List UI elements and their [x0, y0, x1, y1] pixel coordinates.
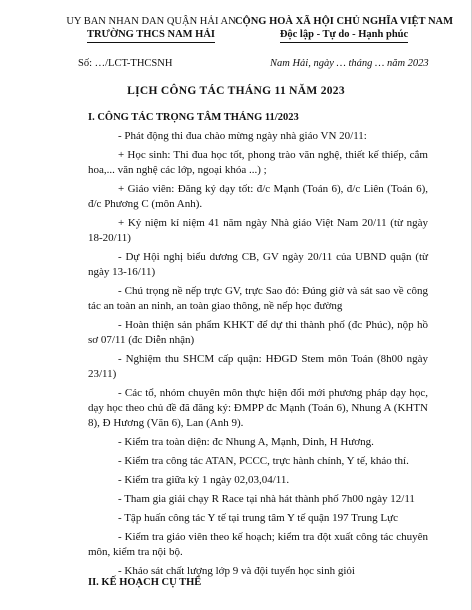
list-item: + Kỷ niệm kỉ niệm 41 năm ngày Nhà giáo Việt Nam 20/11 (từ ngày 18-20/11) — [88, 217, 428, 244]
issuer-authority: UY BAN NHAN DAN QUẬN HẢI AN — [66, 16, 236, 27]
list-item: - Kiểm tra giáo viên theo kế hoạch; kiểm tra đột xuất công tác chuyên môn, kiểm tra nội bộ. — [88, 531, 428, 558]
issuer-block — [56, 15, 246, 43]
list-item: - Phát động thi đua chào mừng ngày nhà giáo VN 20/11: — [118, 130, 367, 142]
list-item: - Kiểm tra toàn diện: đc Nhung A, Mạnh, Dinh, H Hương. — [118, 436, 374, 448]
motto-text: Độc lập - Tự do - Hạnh phúc — [280, 28, 408, 43]
document-number: Số: …/LCT-THCSNH — [78, 58, 173, 69]
issuer-school — [56, 28, 246, 43]
list-item: - Tham gia giải chạy R Race tại nhà hát thành phố 7h00 ngày 12/11 — [118, 493, 415, 505]
list-item: + Học sinh: Thi đua học tốt, phong trào văn nghệ, thiết kế thiếp, cắm hoa,... văn nghệ các lớp, ngoại khóa ...) ; — [88, 149, 428, 176]
place-date: Nam Hải, ngày … tháng … năm 2023 — [270, 58, 429, 69]
issuer-school-text: TRƯỜNG THCS NAM HẢI — [87, 28, 215, 43]
national-motto-block — [224, 15, 464, 43]
list-item: - Nghiệm thu SHCM cấp quận: HĐGD Stem môn Toán (8h00 ngày 23/11) — [88, 353, 428, 380]
section-heading: I. CÔNG TÁC TRỌNG TÂM THÁNG 11/2023 — [88, 112, 299, 123]
document-body — [88, 110, 428, 583]
motto — [224, 28, 464, 43]
list-item: + Giáo viên: Đăng ký dạy tốt: đ/c Mạnh (Toán 6), đ/c Liên (Toán 6), đ/c Phương C (môn Anh). — [88, 183, 428, 210]
list-item: - Kiểm tra giữa kỳ 1 ngày 02,03,04/11. — [118, 474, 290, 486]
list-item: - Các tổ, nhóm chuyên môn thực hiện đổi mới phương pháp dạy học, dạy học theo chủ đề đã đăng ký: ĐMPP đc Mạnh (Toán 6), Nhung A (KHTN 8), Đ Hương (Văn 6), Lan (Anh 9). — [88, 387, 428, 429]
list-item: - Tập huấn công tác Y tế tại trung tâm Y tế quận 197 Trung Lực — [118, 512, 398, 524]
country-name: CỘNG HOÀ XÃ HỘI CHỦ NGHĨA VIỆT NAM — [234, 16, 454, 27]
list-item: - Chú trọng nề nếp trực GV, trực Sao đỏ: Đúng giờ và sát sao về công tác an toàn an ninh, an toàn giao thông, nề nếp học đường — [88, 285, 428, 312]
document-title: LỊCH CÔNG TÁC THÁNG 11 NĂM 2023 — [127, 85, 345, 97]
list-item: - Hoàn thiện sản phẩm KHKT để dự thi thành phố (đc Phúc), nộp hồ sơ 07/11 (đc Diễn nhận) — [88, 319, 428, 346]
section-heading-2: II. KẾ HOẠCH CỤ THỂ — [88, 577, 202, 588]
list-item: - Khảo sát chất lượng lớp 9 và đội tuyển học sinh giỏi — [118, 565, 355, 577]
list-item: - Dự Hội nghị biểu dương CB, GV ngày 20/11 của UBND quận (từ ngày 13-16/11) — [88, 251, 428, 278]
list-item: - Kiểm tra công tác ATAN, PCCC, trực hành chính, Y tế, khảo thí. — [118, 455, 409, 467]
